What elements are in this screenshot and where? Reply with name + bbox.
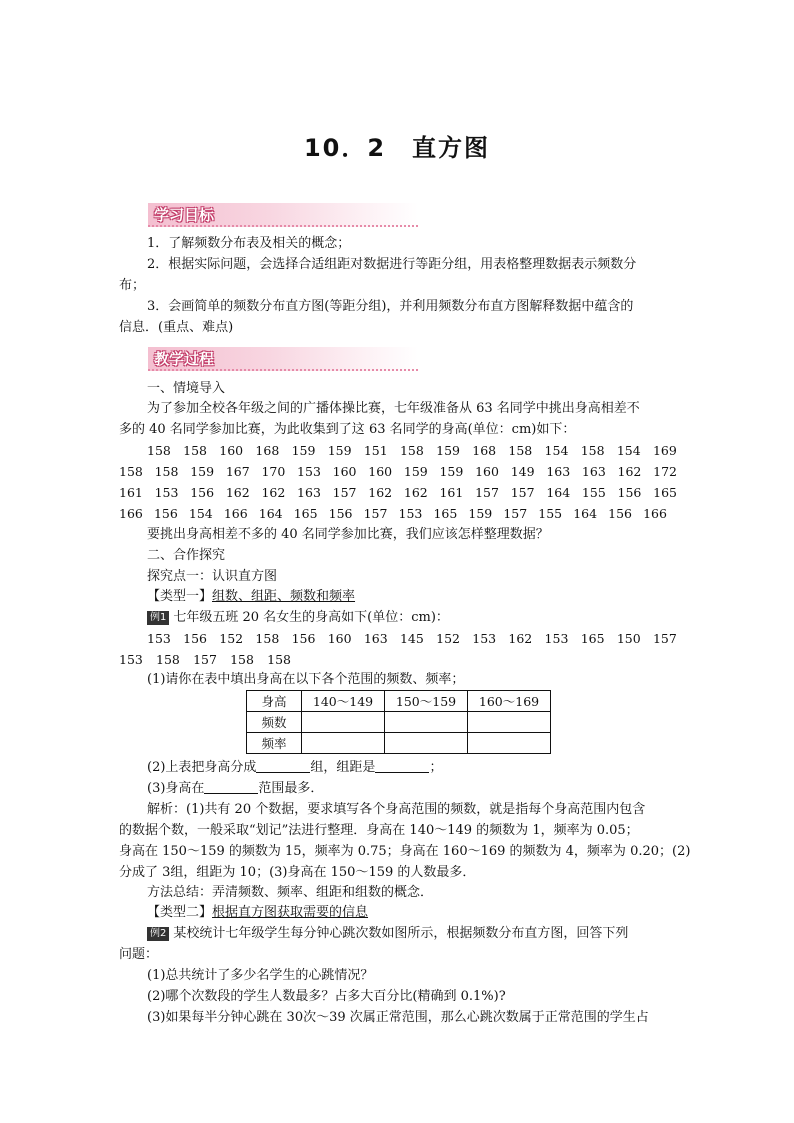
height-value: 163 xyxy=(363,631,388,646)
height-value: 158 xyxy=(156,652,180,667)
table-header-cell: 150～159 xyxy=(385,691,468,712)
table-cell: 频数 xyxy=(247,712,302,733)
height-value: 156 xyxy=(608,506,632,521)
analysis-line-3: 身高在 150～159 的频数为 15，频率为 0.75；身高在 160～169 的频数为 4，频率为 0.20；(2) xyxy=(119,844,691,859)
analysis-line-1: 解析：(1)共有 20 个数据，要求填写各个身高范围的频数，就是指每个身高范围内包含 xyxy=(147,802,646,817)
page-title: 10．2 直方图 xyxy=(303,134,491,162)
height-value: 158 xyxy=(399,443,424,458)
height-value: 167 xyxy=(225,464,250,479)
height-value: 154 xyxy=(188,506,213,521)
height-value: 153 xyxy=(544,631,569,646)
section-heading-goals xyxy=(148,203,418,227)
answer-blank xyxy=(204,780,258,794)
height-value: 161 xyxy=(439,485,464,500)
height-value: 160 xyxy=(219,443,244,458)
table-cell: 频率 xyxy=(247,733,302,754)
height-value: 165 xyxy=(653,485,677,500)
height-value: 159 xyxy=(468,506,493,521)
height-value: 153 xyxy=(297,464,321,479)
example-2-line-2: 问题： xyxy=(119,947,159,962)
goal-3-line-2: 信息．(重点、难点) xyxy=(119,320,234,335)
question-3-part-a: (3)身高在 xyxy=(147,781,205,796)
height-value: 156 xyxy=(190,485,215,500)
height-value: 153 xyxy=(398,506,423,521)
table-row xyxy=(247,712,551,733)
ex1-heights-row-2 xyxy=(119,650,291,670)
heights-row-1 xyxy=(147,441,677,461)
height-value: 160 xyxy=(332,464,357,479)
type-1-text: 组数、组距、频数和频率 xyxy=(212,589,356,604)
goal-3-line-1: 3．会画简单的频数分布直方图(等距分组)，并利用频数分布直方图解释数据中蕴含的 xyxy=(147,299,634,314)
question-1: (1)请你在表中填出身高在以下各个范围的频数、频率； xyxy=(147,672,465,687)
table-cell xyxy=(385,712,468,733)
height-value: 165 xyxy=(433,506,458,521)
height-value: 159 xyxy=(403,464,428,479)
example-1-text: 七年级五班 20 名女生的身高如下(单位：cm)： xyxy=(173,610,449,625)
section-heading-goals-label: 学习目标 xyxy=(154,206,215,224)
height-value: 152 xyxy=(219,631,244,646)
height-value: 169 xyxy=(652,443,677,458)
example-2-badge: 例2 xyxy=(147,927,169,941)
height-value: 149 xyxy=(510,464,535,479)
type-1-heading xyxy=(147,587,355,607)
answer-blank xyxy=(375,759,429,773)
height-value: 158 xyxy=(147,443,171,458)
goal-1: 1．了解频数分布表及相关的概念； xyxy=(147,236,351,251)
height-value: 156 xyxy=(153,506,178,521)
height-value: 160 xyxy=(368,464,393,479)
table-cell xyxy=(302,712,385,733)
height-value: 161 xyxy=(119,485,143,500)
height-value: 157 xyxy=(193,652,217,667)
question-2-part-c: ； xyxy=(429,760,443,775)
example-1-intro xyxy=(147,608,449,628)
question-2-part-b: 组，组距是 xyxy=(310,760,376,775)
height-value: 158 xyxy=(183,443,207,458)
height-value: 162 xyxy=(508,631,533,646)
table-header-cell: 160～169 xyxy=(468,691,551,712)
example-2-intro xyxy=(147,924,628,944)
example-2-text: 某校统计七年级学生每分钟心跳次数如图所示，根据频数分布直方图，回答下列 xyxy=(173,926,629,941)
table-cell xyxy=(385,733,468,754)
table-header-cell: 身高 xyxy=(247,691,302,712)
height-value: 160 xyxy=(327,631,352,646)
height-value: 159 xyxy=(436,443,460,458)
height-value: 153 xyxy=(147,631,171,646)
height-value: 164 xyxy=(546,485,571,500)
height-value: 153 xyxy=(154,485,179,500)
height-value: 156 xyxy=(183,631,207,646)
height-value: 159 xyxy=(439,464,464,479)
height-value: 152 xyxy=(436,631,460,646)
height-value: 158 xyxy=(119,464,143,479)
height-value: 155 xyxy=(581,485,606,500)
height-value: 164 xyxy=(258,506,283,521)
height-value: 166 xyxy=(643,506,667,521)
height-value: 158 xyxy=(230,652,254,667)
height-value: 172 xyxy=(653,464,677,479)
part-2-title: 二、合作探究 xyxy=(147,548,226,563)
height-value: 162 xyxy=(261,485,286,500)
analysis-line-2: 的数据个数，一般采取“划记”法进行整理．身高在 140～149 的频数为 1，频率为 0.05； xyxy=(119,823,639,838)
heights-row-2 xyxy=(119,462,677,482)
height-value: 159 xyxy=(291,443,316,458)
height-value: 159 xyxy=(190,464,215,479)
example-2-question-1: (1)总共统计了多少名学生的心跳情况？ xyxy=(147,968,374,983)
height-value: 156 xyxy=(328,506,353,521)
intro-line-1: 为了参加全校各年级之间的广播体操比赛，七年级准备从 63 名同学中挑出身高相差不 xyxy=(147,401,640,416)
question-2 xyxy=(147,758,442,778)
height-value: 157 xyxy=(363,506,388,521)
height-value: 157 xyxy=(503,506,528,521)
height-value: 156 xyxy=(617,485,642,500)
method-summary: 方法总结：弄清频数、频率、组距和组数的概念． xyxy=(147,885,434,900)
example-2-question-3: (3)如果每半分钟心跳在 30次～39 次属正常范围，那么心跳次数属于正常范围的学生占 xyxy=(147,1010,649,1025)
question-3 xyxy=(147,779,323,799)
height-value: 155 xyxy=(538,506,563,521)
table-row xyxy=(247,733,551,754)
height-value: 145 xyxy=(399,631,424,646)
type-2-text: 根据直方图获取需要的信息 xyxy=(212,905,369,920)
height-value: 158 xyxy=(255,631,280,646)
table-cell xyxy=(468,712,551,733)
table-header-cell: 140～149 xyxy=(302,691,385,712)
section-heading-process-label: 教学过程 xyxy=(154,350,215,368)
goal-2-line-2: 布； xyxy=(119,278,146,293)
height-value: 157 xyxy=(652,631,677,646)
question-3-part-b: 范围最多． xyxy=(258,781,324,796)
height-value: 165 xyxy=(580,631,605,646)
analysis-line-4: 分成了 3组，组距为 10；(3)身高在 150～159 的人数最多． xyxy=(119,865,476,880)
example-2-question-2: (2)哪个次数段的学生人数最多？占多大百分比(精确到 0.1%)? xyxy=(147,989,506,1004)
height-value: 157 xyxy=(332,485,357,500)
height-value: 151 xyxy=(363,443,388,458)
height-value: 153 xyxy=(119,652,143,667)
height-value: 168 xyxy=(472,443,497,458)
height-value: 158 xyxy=(154,464,179,479)
type-2-heading xyxy=(147,903,368,923)
height-value: 165 xyxy=(293,506,318,521)
table-cell xyxy=(468,733,551,754)
table-row xyxy=(247,691,551,712)
height-value: 164 xyxy=(573,506,598,521)
height-value: 157 xyxy=(510,485,535,500)
height-value: 160 xyxy=(475,464,499,479)
height-value: 158 xyxy=(580,443,605,458)
intro-line-2: 多的 40 名同学参加比赛，为此收集到了这 63 名同学的身高(单位：cm)如下： xyxy=(119,422,576,437)
table-cell xyxy=(302,733,385,754)
explore-point-1: 探究点一：认识直方图 xyxy=(147,569,278,584)
height-value: 166 xyxy=(223,506,248,521)
example-1-badge: 例1 xyxy=(147,611,169,625)
height-value: 154 xyxy=(616,443,641,458)
height-value: 163 xyxy=(581,464,606,479)
height-value: 157 xyxy=(475,485,499,500)
height-value: 154 xyxy=(544,443,569,458)
ex1-heights-row-1 xyxy=(147,629,677,649)
answer-blank xyxy=(256,759,310,773)
goal-2-line-1: 2．根据实际问题，会选择合适组距对数据进行等距分组，用表格整理数据表示频数分 xyxy=(147,257,637,272)
height-value: 163 xyxy=(546,464,571,479)
question-2-part-a: (2)上表把身高分成 xyxy=(147,760,257,775)
height-value: 168 xyxy=(255,443,280,458)
height-value: 162 xyxy=(368,485,393,500)
height-value: 150 xyxy=(616,631,641,646)
height-value: 156 xyxy=(291,631,316,646)
height-value: 158 xyxy=(267,652,291,667)
heights-row-3 xyxy=(119,483,677,503)
height-value: 162 xyxy=(403,485,428,500)
height-value: 162 xyxy=(225,485,250,500)
height-value: 159 xyxy=(327,443,352,458)
height-value: 170 xyxy=(261,464,286,479)
part-1-title: 一、情境导入 xyxy=(147,381,226,396)
type-2-label: 【类型二】 xyxy=(147,905,213,920)
question-text: 要挑出身高相差不多的 40 名同学参加比赛，我们应该怎样整理数据？ xyxy=(147,527,549,542)
height-value: 158 xyxy=(508,443,533,458)
height-value: 153 xyxy=(472,631,497,646)
height-value: 162 xyxy=(617,464,642,479)
frequency-table xyxy=(246,690,551,754)
height-value: 166 xyxy=(119,506,143,521)
heights-row-4 xyxy=(119,504,667,524)
type-1-label: 【类型一】 xyxy=(147,589,213,604)
height-value: 163 xyxy=(297,485,321,500)
section-heading-process xyxy=(148,347,418,371)
